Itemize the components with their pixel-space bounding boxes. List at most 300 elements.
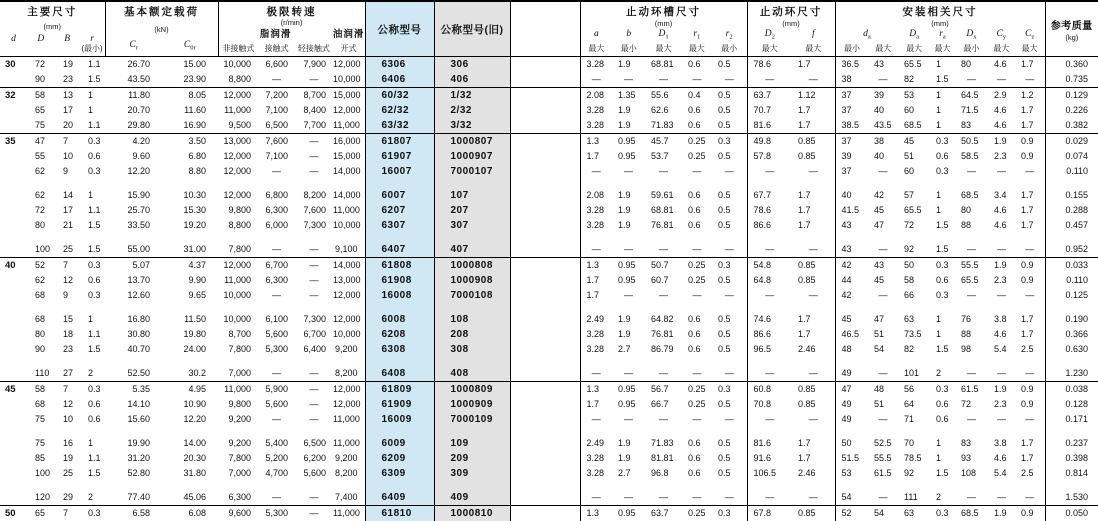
cell-mount-ra: 0.3 (930, 505, 955, 521)
cell-groove-a: 2.08 (580, 188, 612, 203)
cell-mount-Cy: — (997, 243, 1007, 254)
cell-model: 6408 (365, 366, 434, 382)
cell-mount-Cz: — (1025, 289, 1035, 300)
cell-speed-grease-lightcontact: 6,700 (303, 328, 326, 339)
cell-mass (1045, 357, 1098, 366)
cell-B: 9 (63, 165, 69, 176)
cell-speed-grease-noncontact: 10,000 (223, 58, 251, 69)
cell-speed-grease-noncontact: 12,000 (218, 87, 258, 103)
cell-speed-grease-contact: 6,500 (265, 119, 288, 130)
cell-spacer (510, 149, 580, 164)
cell-groove-a: 1.3 (580, 505, 612, 521)
cell-speed-oil-open: 8,200 (334, 467, 358, 478)
cell-mass: 0.038 (1045, 381, 1098, 397)
cell-model-old: 2/32 (434, 103, 510, 118)
cell-spacer (510, 179, 580, 188)
cell-speed-grease-noncontact: 7,000 (228, 467, 251, 478)
cell-mass: 0.125 (1045, 288, 1098, 303)
cell-d: 45 (0, 381, 27, 397)
cell-r: 1 (88, 313, 94, 324)
cell-groove-r1: 0.6 (688, 328, 701, 339)
cell-Cr (105, 233, 162, 242)
cell-B: 17 (63, 104, 74, 115)
cell-speed-grease-noncontact: 9,200 (228, 437, 251, 448)
cell-mount-Dx: 98 (961, 343, 972, 354)
cell-Cr: 14.10 (127, 398, 150, 409)
cell-mount-Dx: 108 (961, 467, 977, 478)
cell-groove-r1: 0.6 (688, 58, 701, 69)
cell-D (27, 303, 55, 312)
cell-mount-ra: 1 (936, 204, 942, 215)
cell-D: 72 (35, 204, 46, 215)
cell-r: 1.5 (88, 73, 101, 84)
cell-model-old: 307 (434, 218, 510, 233)
cell-mount-ra: 0.6 (936, 413, 949, 424)
cell-groove-r2: — (724, 367, 734, 378)
cell-B: 7 (55, 505, 80, 521)
cell-model: 16008 (365, 288, 434, 303)
cell-mount-da-min: 49 (835, 397, 868, 412)
cell-groove-a (580, 179, 612, 188)
cell-r: 0.6 (88, 398, 101, 409)
cell-speed-grease-contact: — (272, 367, 281, 378)
cell-ring-D2 (747, 427, 792, 436)
cell-mount-Cy: — (997, 367, 1007, 378)
cell-D: 62 (35, 274, 46, 285)
table-row (0, 366, 1098, 382)
cell-C0r: 15.30 (183, 204, 206, 215)
cell-speed-grease-lightcontact: — (295, 505, 333, 521)
cell-r: 0.3 (80, 381, 105, 397)
cell-mount-da-min: 42 (835, 288, 868, 303)
cell-d (0, 233, 27, 242)
cell-groove-D1: 86.79 (651, 343, 674, 354)
cell-r (80, 357, 105, 366)
cell-groove-r2: 0.5 (718, 328, 731, 339)
cell-mount-ra: 0.3 (930, 257, 955, 273)
table-row (0, 397, 1098, 412)
cell-ring-D2: 49.8 (747, 133, 792, 149)
cell-groove-a: 3.28 (580, 327, 612, 342)
cell-d (0, 481, 27, 490)
cell-mount-da-max (868, 427, 898, 436)
cell-model-old: 109 (434, 436, 510, 451)
cell-groove-D1: 60.7 (651, 274, 669, 285)
cell-B: 7 (55, 133, 80, 149)
cell-groove-r2: 0.5 (718, 437, 731, 448)
ring-limit: 最大 (761, 44, 778, 53)
cell-D: 52 (27, 257, 55, 273)
cell-mount-ra: 1 (936, 328, 942, 339)
header-model-old (434, 1, 510, 56)
cell-D: 68 (35, 289, 46, 300)
mount-limit: 最大 (906, 44, 923, 53)
cell-model-old: 1/32 (434, 87, 510, 103)
cell-speed-grease-contact: 5,300 (265, 343, 288, 354)
cell-speed-grease-lightcontact: 5,600 (303, 467, 326, 478)
cell-d (0, 451, 27, 466)
cell-mount-Cz (1015, 233, 1045, 242)
cell-model (365, 427, 434, 436)
cell-D (27, 481, 55, 490)
cell-D: 90 (35, 73, 46, 84)
cell-mount-Da: 63 (898, 505, 930, 521)
speed-type-label: 接触式 (264, 44, 289, 53)
cell-mount-ra: 1 (936, 437, 942, 448)
cell-speed-grease-contact: — (272, 413, 281, 424)
cell-speed-oil-open: 10,000 (333, 328, 361, 339)
cell-mount-da-min: 43 (835, 218, 868, 233)
cell-ring-D2: 78.6 (747, 56, 792, 72)
cell-groove-D1: — (659, 413, 668, 424)
cell-B: 29 (63, 491, 74, 502)
cell-mount-da-max: 38 (868, 133, 898, 149)
cell-mount-da-min: 38.5 (835, 118, 868, 134)
cell-mount-da-min: 41.5 (835, 203, 868, 218)
cell-model-old (434, 233, 510, 242)
cell-mount-ra: 1.5 (936, 467, 949, 478)
cell-mount-Cz (1015, 427, 1045, 436)
mount-limit: 最大 (1021, 44, 1038, 53)
cell-r (80, 179, 105, 188)
cell-speed-grease-noncontact (218, 481, 258, 490)
cell-mount-Dx: 88 (961, 219, 972, 230)
cell-speed-oil-open: 8,200 (334, 367, 358, 378)
cell-ring-f: — (808, 491, 818, 502)
cell-d: 32 (0, 87, 27, 103)
cell-model: 6209 (365, 451, 434, 466)
cell-mount-Da: 70 (904, 437, 915, 448)
cell-groove-r2: 0.5 (718, 58, 731, 69)
cell-speed-grease-lightcontact: 7,300 (303, 219, 326, 230)
cell-mount-da-min: 52 (835, 505, 868, 521)
cell-mount-ra: 1 (936, 189, 942, 200)
cell-r: 1.5 (88, 219, 101, 230)
cell-model: 6307 (365, 218, 434, 233)
table-row (0, 242, 1098, 258)
cell-groove-r1 (682, 179, 712, 188)
cell-groove-b: 1.9 (618, 219, 631, 230)
cell-mass: 0.360 (1045, 56, 1098, 72)
cell-Cr: 52.50 (127, 367, 150, 378)
cell-B (55, 233, 80, 242)
cell-d (0, 188, 27, 203)
cell-mass (1045, 303, 1098, 312)
cell-r: 0.3 (88, 165, 101, 176)
cell-groove-a: — (580, 72, 612, 88)
cell-mount-ra: 0.6 (936, 274, 949, 285)
cell-ring-D2: 86.6 (747, 218, 792, 233)
cell-mount-Cz: 1.7 (1021, 328, 1034, 339)
cell-speed-oil-open: 15,000 (333, 87, 365, 103)
cell-groove-r1: 0.6 (688, 452, 701, 463)
cell-B: 23 (63, 343, 74, 354)
cell-model: 6409 (365, 490, 434, 506)
cell-ring-f: 1.7 (798, 452, 811, 463)
cell-mass (1045, 427, 1098, 436)
cell-mass: 0.457 (1045, 218, 1098, 233)
cell-Cr: 5.35 (105, 381, 162, 397)
main-dim-symbol: D (37, 34, 45, 44)
mount-symbol: $D_a$ (909, 28, 920, 41)
groove-symbol: a (594, 28, 599, 39)
cell-mount-Da (898, 179, 930, 188)
cell-mount-Cy: — (997, 165, 1007, 176)
cell-mount-Dx: — (967, 73, 977, 84)
cell-spacer (510, 436, 580, 451)
cell-mount-Cy: 2.9 (988, 87, 1015, 103)
cell-speed-grease-lightcontact: 6,500 (303, 437, 326, 448)
groove-symbol: $r_2$ (725, 28, 733, 41)
cell-mount-Dx: 65.5 (961, 274, 979, 285)
cell-speed-grease-contact: 5,400 (265, 437, 288, 448)
cell-B: 18 (63, 328, 74, 339)
cell-speed-oil-open: 12,000 (333, 104, 361, 115)
mount-limit: 最小 (963, 44, 980, 53)
cell-groove-r1: 0.6 (688, 104, 701, 115)
cell-speed-grease-noncontact (218, 303, 258, 312)
cell-mass: 1.530 (1045, 490, 1098, 506)
cell-B: 20 (63, 119, 74, 130)
cell-Cr: 40.70 (127, 343, 150, 354)
cell-ring-D2: 57.8 (747, 149, 792, 164)
cell-model: 61808 (365, 257, 434, 273)
cell-mount-ra: 0.6 (936, 150, 949, 161)
cell-mount-da-min: 36.5 (835, 56, 868, 72)
cell-mount-da-max: — (878, 73, 888, 84)
cell-model-old: 1000807 (434, 133, 510, 149)
cell-mount-Cz: — (1025, 413, 1035, 424)
cell-ring-f: 2.46 (798, 467, 816, 478)
cell-d (0, 218, 27, 233)
cell-mass: 0.033 (1045, 257, 1098, 273)
cell-mount-Da: 65.5 (904, 204, 922, 215)
cell-speed-oil-open: 9,200 (334, 343, 358, 354)
cell-D: 120 (35, 491, 51, 502)
cell-groove-b: 1.9 (618, 189, 631, 200)
cell-Cr: 13.70 (127, 274, 150, 285)
cell-ring-D2: 60.8 (747, 381, 792, 397)
cell-D (27, 357, 55, 366)
cell-C0r (162, 233, 218, 242)
cell-Cr: 15.90 (127, 189, 150, 200)
cell-C0r: 14.00 (183, 437, 206, 448)
mass-unit: (kg) (1065, 33, 1079, 42)
cell-mount-da-max (868, 233, 898, 242)
cell-mount-Cy: 3.8 (994, 313, 1007, 324)
cell-C0r: 8.80 (188, 165, 206, 176)
cell-model-old: 7000107 (434, 164, 510, 179)
cell-mount-Cz: 1.7 (1021, 313, 1034, 324)
cell-model-old: 208 (434, 327, 510, 342)
cell-mount-Da: 73.5 (904, 328, 922, 339)
cell-mount-Dx: — (967, 243, 977, 254)
cell-groove-r1 (682, 427, 712, 436)
cell-ring-f: 0.85 (792, 257, 835, 273)
cell-mount-Cy: 4.6 (994, 204, 1007, 215)
row-gap (0, 303, 1098, 312)
cell-mount-Dx: 58.5 (961, 150, 979, 161)
cell-mount-Cy (988, 303, 1015, 312)
cell-speed-grease-lightcontact: — (309, 491, 319, 502)
cell-D: 65 (35, 104, 46, 115)
load-unit: (kN) (154, 25, 169, 35)
cell-mount-Cy: 2.3 (994, 274, 1007, 285)
cell-groove-r1: — (692, 73, 702, 84)
cell-C0r: 16.90 (183, 119, 206, 130)
cell-groove-r2: — (724, 243, 734, 254)
cell-model-old (434, 303, 510, 312)
cell-speed-grease-noncontact: 9,600 (218, 505, 258, 521)
cell-groove-b: 1.35 (612, 87, 645, 103)
mount-limit: 最大 (875, 44, 892, 53)
cell-mount-Cz: 0.9 (1015, 133, 1045, 149)
cell-ring-f: 1.7 (798, 219, 811, 230)
cell-model-old: 407 (434, 242, 510, 258)
cell-groove-b: — (624, 165, 633, 176)
cell-r (80, 427, 105, 436)
cell-d: 50 (0, 505, 27, 521)
cell-groove-a: 3.28 (580, 56, 612, 72)
cell-groove-b: 0.95 (618, 398, 636, 409)
cell-groove-a: 2.49 (580, 312, 612, 327)
cell-speed-oil-open: 11,000 (333, 204, 360, 215)
cell-speed-grease-contact (258, 303, 295, 312)
cell-D: 68 (35, 398, 46, 409)
mount-symbol: $D_x$ (966, 28, 977, 41)
cell-speed-grease-noncontact: 11,000 (224, 274, 251, 285)
cell-speed-grease-contact (258, 427, 295, 436)
cell-D: 55 (35, 150, 46, 161)
cell-model: 6208 (365, 327, 434, 342)
cell-ring-D2: 74.6 (747, 312, 792, 327)
cell-d (0, 149, 27, 164)
cell-speed-oil-open: 10,000 (333, 73, 361, 84)
cell-groove-D1: 62.6 (651, 104, 669, 115)
cell-groove-r1: — (692, 413, 702, 424)
cell-spacer (510, 257, 580, 273)
cell-ring-D2: — (747, 242, 792, 258)
cell-ring-f: — (808, 413, 818, 424)
cell-Cr: 31.20 (127, 452, 150, 463)
cell-groove-b: 0.95 (618, 274, 636, 285)
cell-Cr: 19.90 (127, 437, 150, 448)
cell-speed-grease-contact: 5,900 (258, 381, 295, 397)
cell-speed-oil-open: 9,200 (334, 452, 358, 463)
cell-speed-grease-noncontact: 11,000 (224, 104, 251, 115)
cell-groove-b: — (624, 289, 633, 300)
table-row (0, 451, 1098, 466)
cell-ring-f (792, 357, 835, 366)
cell-groove-r2 (712, 179, 747, 188)
groove-symbol: $r_1$ (693, 28, 701, 41)
table-row (0, 381, 1098, 397)
cell-model: 61810 (365, 505, 434, 521)
cell-speed-oil-open: 12,000 (333, 58, 361, 69)
cell-mount-da-max: — (878, 367, 888, 378)
cell-speed-grease-noncontact: 8,800 (228, 219, 251, 230)
cell-speed-grease-lightcontact: — (295, 381, 333, 397)
cell-mount-ra: 1.5 (936, 243, 949, 254)
cell-groove-D1: 71.83 (651, 119, 674, 130)
cell-model-old: 1000908 (434, 273, 510, 288)
cell-spacer (510, 412, 580, 427)
cell-groove-b (612, 303, 645, 312)
cell-groove-r2: — (724, 73, 734, 84)
cell-mount-da-max: 61.5 (874, 467, 892, 478)
row-gap (0, 481, 1098, 490)
cell-groove-a: 1.7 (580, 149, 612, 164)
cell-mount-ra: 0.3 (930, 381, 955, 397)
load-symbol: $C_r$ (129, 40, 138, 52)
header-main-dims (0, 1, 105, 56)
cell-groove-r2: 0.5 (718, 313, 731, 324)
cell-C0r: 6.80 (188, 150, 206, 161)
cell-speed-grease-lightcontact (295, 179, 333, 188)
cell-mount-Cz: 2.5 (1021, 467, 1034, 478)
groove-symbol: $D_1$ (658, 28, 669, 41)
cell-mount-Cy: — (997, 491, 1007, 502)
cell-ring-f: — (808, 289, 818, 300)
groove-title: 止动环槽尺寸 (626, 6, 702, 18)
cell-model (365, 179, 434, 188)
cell-mount-ra: 2 (936, 367, 942, 378)
cell-spacer (510, 451, 580, 466)
cell-mass: 0.074 (1045, 149, 1098, 164)
cell-r (80, 303, 105, 312)
mass-title: 参考质量 (1050, 21, 1093, 32)
cell-mount-Cz: 1.7 (1021, 204, 1034, 215)
cell-mount-da-min: 39 (835, 149, 868, 164)
cell-groove-b: 0.95 (618, 150, 636, 161)
cell-ring-D2: 86.6 (747, 327, 792, 342)
cell-B (55, 427, 80, 436)
cell-mount-ra: 0.3 (930, 133, 955, 149)
cell-d (0, 397, 27, 412)
cell-B: 14 (63, 189, 74, 200)
cell-speed-grease-contact (258, 481, 295, 490)
cell-D: 100 (35, 467, 51, 478)
cell-ring-D2 (747, 357, 792, 366)
cell-groove-a: — (580, 490, 612, 506)
cell-groove-b: 2.7 (618, 343, 631, 354)
cell-B: 12 (63, 398, 74, 409)
cell-C0r: 11.50 (184, 313, 206, 324)
cell-mass: 0.366 (1045, 327, 1098, 342)
cell-C0r: 15.00 (183, 58, 206, 69)
cell-mass (1045, 233, 1098, 242)
cell-ring-f: 1.7 (798, 313, 811, 324)
cell-speed-grease-contact: 6,300 (265, 274, 288, 285)
cell-groove-r1: 0.25 (682, 133, 712, 149)
cell-mass: 0.029 (1045, 133, 1098, 149)
mount-title: 安装相关尺寸 (902, 6, 978, 18)
cell-spacer (510, 203, 580, 218)
cell-Cr: 16.80 (127, 313, 150, 324)
cell-groove-r2: 0.5 (718, 467, 731, 478)
cell-r: 1 (80, 87, 105, 103)
cell-mount-da-min: 45 (835, 312, 868, 327)
cell-groove-r1: — (692, 289, 702, 300)
cell-speed-grease-lightcontact: 8,200 (303, 189, 326, 200)
cell-speed-grease-lightcontact: — (309, 165, 319, 176)
main-dim-symbol: d (11, 34, 16, 44)
cell-ring-f: — (808, 73, 818, 84)
cell-mount-Cz: 0.9 (1021, 398, 1034, 409)
cell-speed-grease-contact: — (272, 165, 281, 176)
cell-mount-ra: 1.5 (936, 73, 949, 84)
cell-mass: 0.814 (1045, 466, 1098, 481)
